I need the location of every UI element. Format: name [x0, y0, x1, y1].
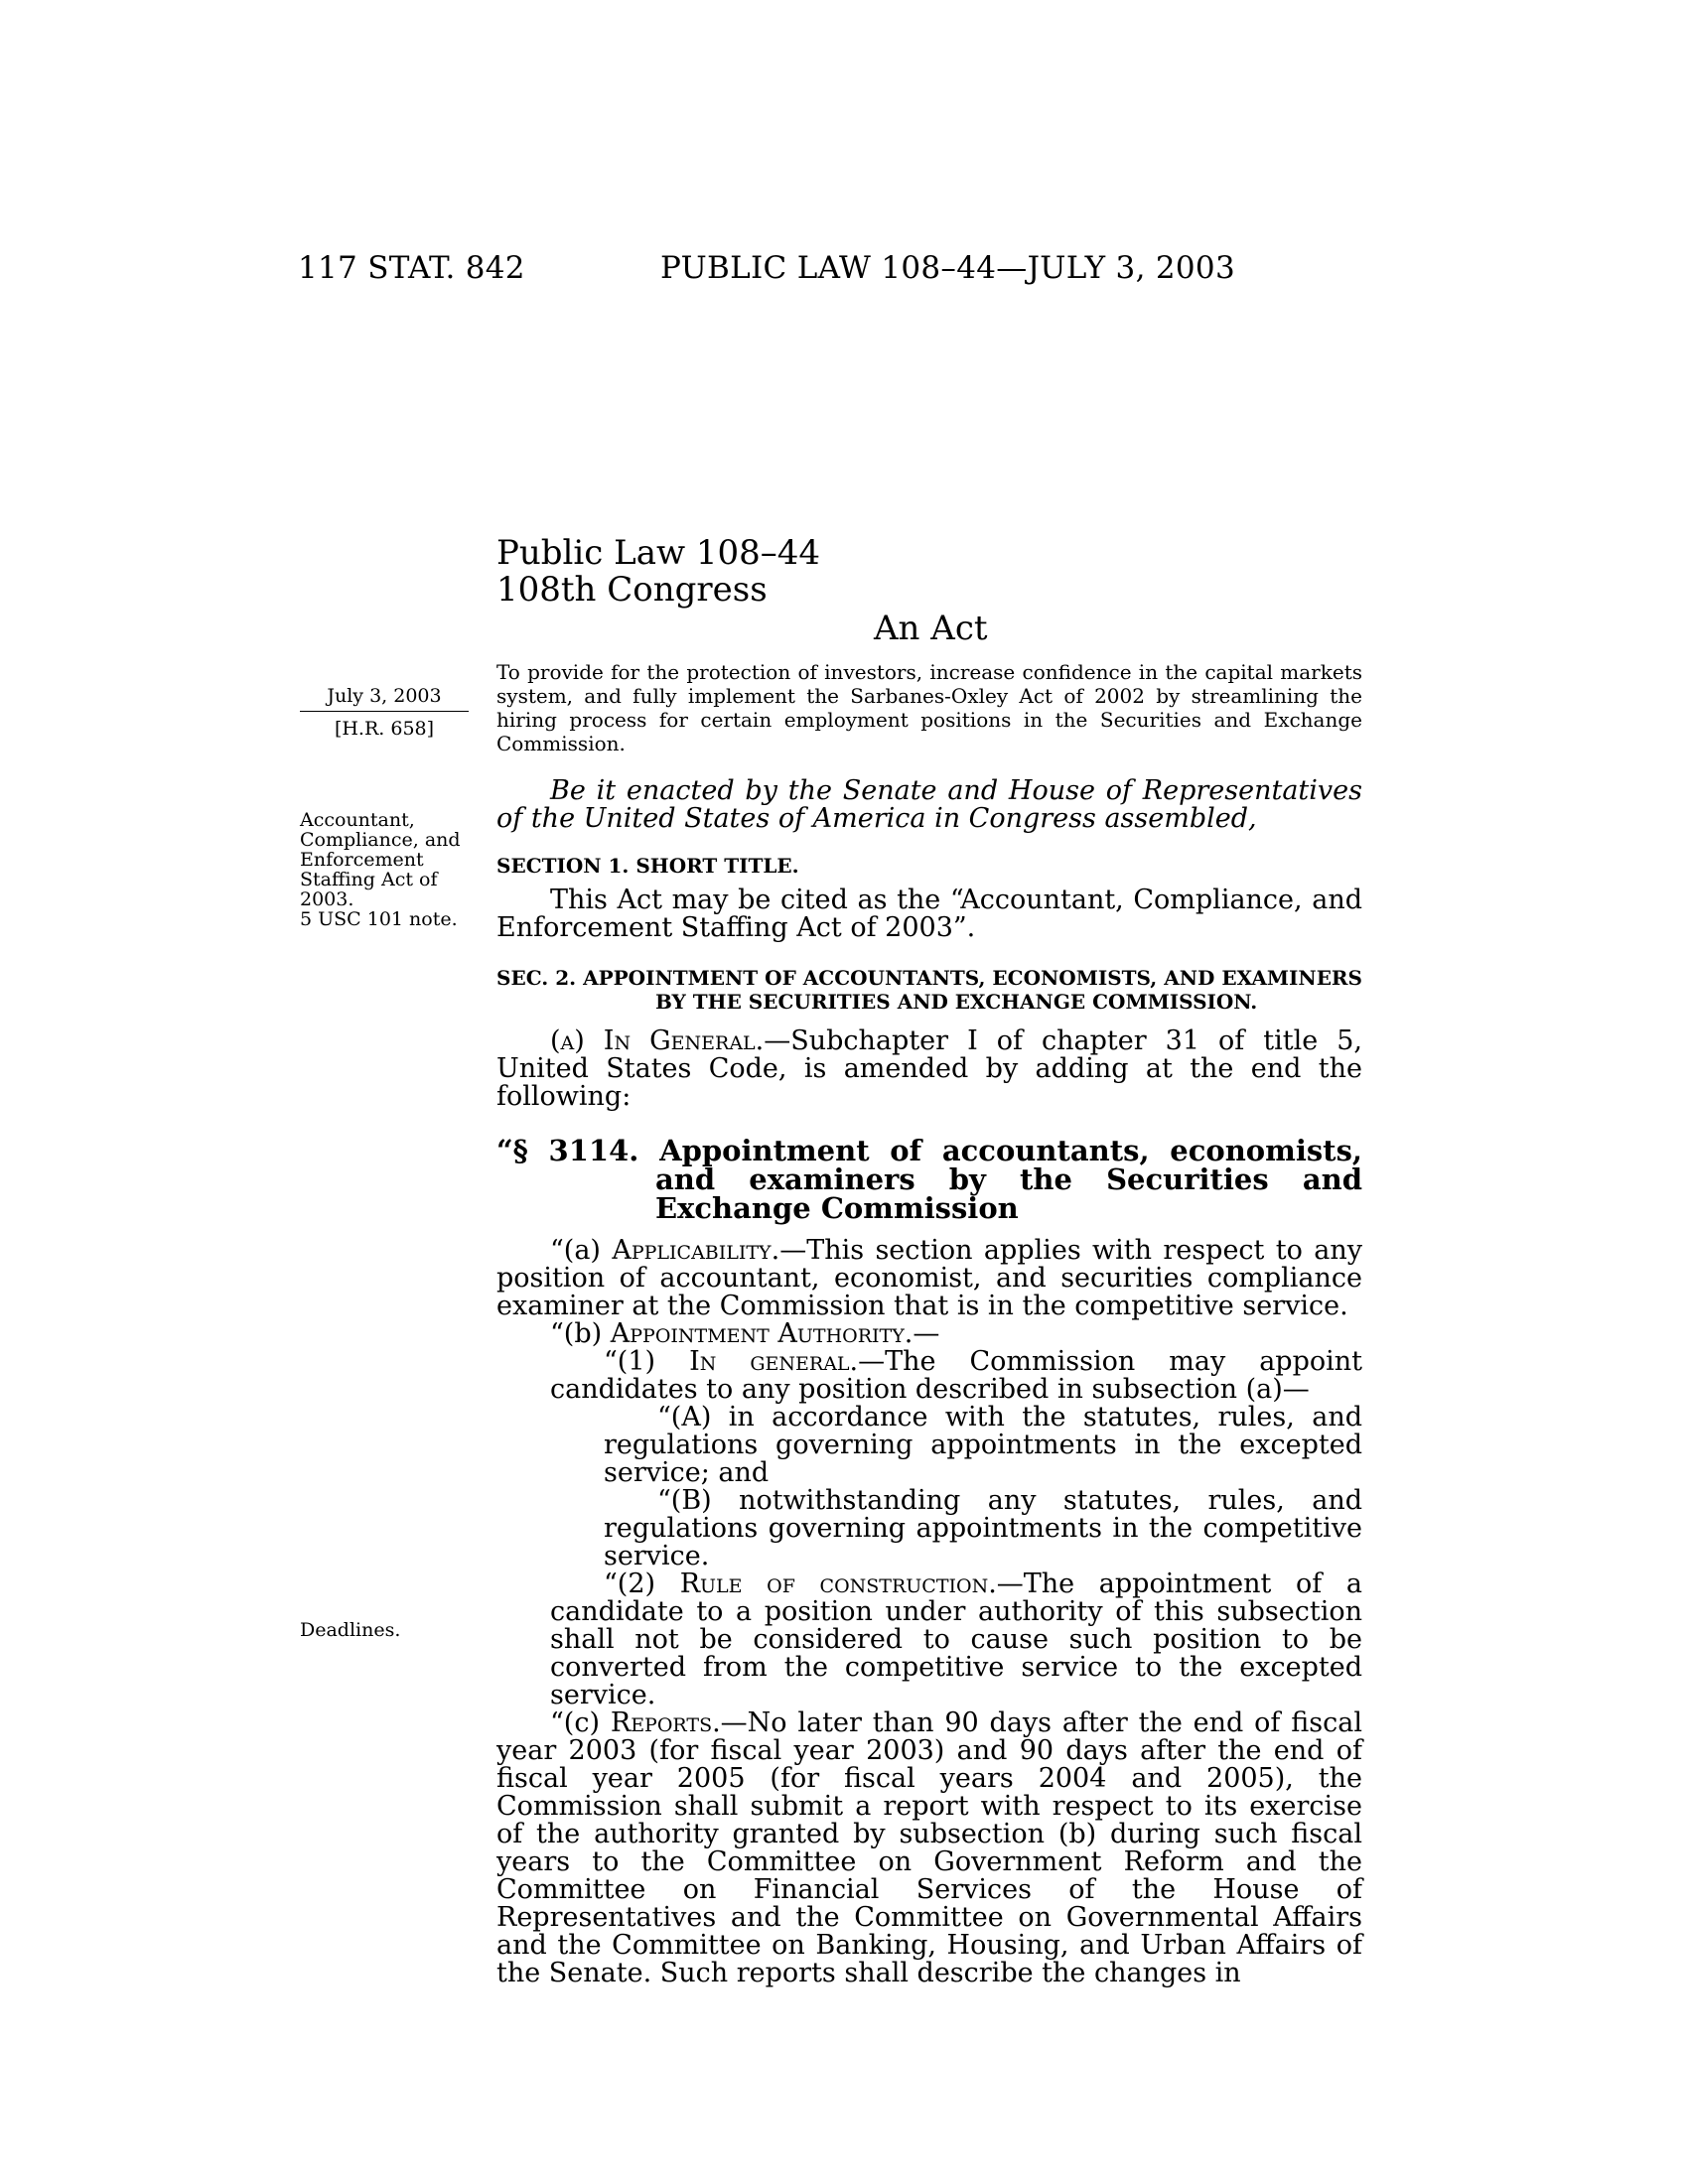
an-act-heading: An Act — [874, 609, 988, 648]
subsection-b-prefix: “(b) — [550, 1318, 611, 1349]
act-body — [496, 777, 1362, 1987]
paragraph-b2-prefix: “(2) — [604, 1569, 680, 1599]
margin-deadlines-note: Deadlines. — [300, 1619, 401, 1641]
subsection-b-dash: — — [913, 1318, 940, 1349]
paragraph-b1 — [550, 1348, 1362, 1404]
subsection-c — [496, 1709, 1362, 1987]
subsection-b — [496, 1320, 1362, 1348]
section-1-text: This Act may be cited as the “Accountant, Compliance, and Enforcement Staffing Act of 2003”. — [496, 885, 1362, 943]
margin-short-title-note — [300, 810, 479, 929]
section-2-heading: SEC. 2. APPOINTMENT OF ACCOUNTANTS, ECONOMISTS, AND EXAMINERS BY THE SECURITIES AND EXCHANGE COMMISSION. — [496, 966, 1362, 1014]
paragraph-b1-text: —The Commission may appoint candidates to any position described in subsection (a)— — [550, 1346, 1362, 1405]
subsection-a — [496, 1237, 1362, 1320]
public-law-title: Public Law 108–44 — [496, 533, 821, 573]
margin-date: July 3, 2003 — [327, 685, 442, 707]
section-2a-text: —Subchapter I of chapter 31 of title 5, United States Code, is amended by adding at the end the following: — [496, 1025, 1362, 1112]
subsection-c-label: Reports. — [610, 1707, 721, 1738]
enacting-clause: Be it enacted by the Senate and House of Representatives of the United States of America in Congress assembled, — [496, 775, 1362, 834]
running-header: PUBLIC LAW 108–44—JULY 3, 2003 — [660, 250, 1235, 286]
congress-title: 108th Congress — [496, 570, 768, 610]
section-3114-heading: “§ 3114. Appointment of accountants, economists, and examiners by the Securities and Exchange Commission — [496, 1134, 1362, 1225]
subsection-a-prefix: “(a) — [550, 1235, 613, 1266]
margin-usc-note: 5 USC 101 note. — [300, 908, 458, 930]
paragraph-b2 — [550, 1570, 1362, 1709]
paragraph-b1-label: In general. — [689, 1346, 859, 1377]
section-1-heading: SECTION 1. SHORT TITLE. — [496, 854, 799, 878]
subsection-c-text: —No later than 90 days after the end of fiscal year 2003 (for fiscal year 2003) and 90 days after the end of fiscal year 2005 (for fiscal years 2004 and 2005), the Commission shall submit a report with respect to its exercise of the authority granted by subsection (b) during such fiscal years to the Committee on Government Reform and the Committee on Financial Services of the House of Representatives and the Committee on Governmental Affairs and the Committee on Banking, Housing, and Urban Affairs of the Senate. Such reports shall describe the changes in — [496, 1707, 1363, 1988]
margin-bill-number: [H.R. 658] — [334, 718, 435, 740]
section-2a-label: (a) In General. — [550, 1025, 765, 1056]
subparagraph-B: “(B) notwithstanding any statutes, rules, and regulations governing appointments in the competitive service. — [604, 1485, 1362, 1571]
paragraph-b2-label: Rule of construction. — [679, 1569, 997, 1599]
subsection-a-text: —This section applies with respect to any position of accountant, economist, and securities compliance examiner at the Commission that is in the competitive service. — [496, 1235, 1362, 1321]
subsection-c-prefix: “(c) — [550, 1707, 611, 1738]
margin-short-title: Accountant, Compliance, and Enforcement Staffing Act of 2003. — [300, 809, 461, 910]
margin-rule — [300, 711, 469, 712]
subparagraph-A: “(A) in accordance with the statutes, rules, and regulations governing appointments in the excepted service; and — [604, 1402, 1362, 1488]
paragraph-b1-prefix: “(1) — [604, 1346, 690, 1377]
act-purpose: To provide for the protection of investors, increase confidence in the capital markets system, and fully implement the Sarbanes-Oxley Act of 2002 by streamlining the hiring process for certain employment positions in the Securities and Exchange Commission. — [496, 660, 1362, 755]
subsection-b-label: Appointment Authority. — [610, 1318, 914, 1349]
subsection-a-label: Applicability. — [612, 1235, 780, 1266]
section-2a-paragraph — [496, 1027, 1362, 1111]
paragraph-b2-text: —The appointment of a candidate to a position under authority of this subsection shall not be considered to cause such position to be converted from the competitive service to the excepted service. — [550, 1569, 1362, 1710]
stat-page-number: 117 STAT. 842 — [298, 250, 525, 286]
